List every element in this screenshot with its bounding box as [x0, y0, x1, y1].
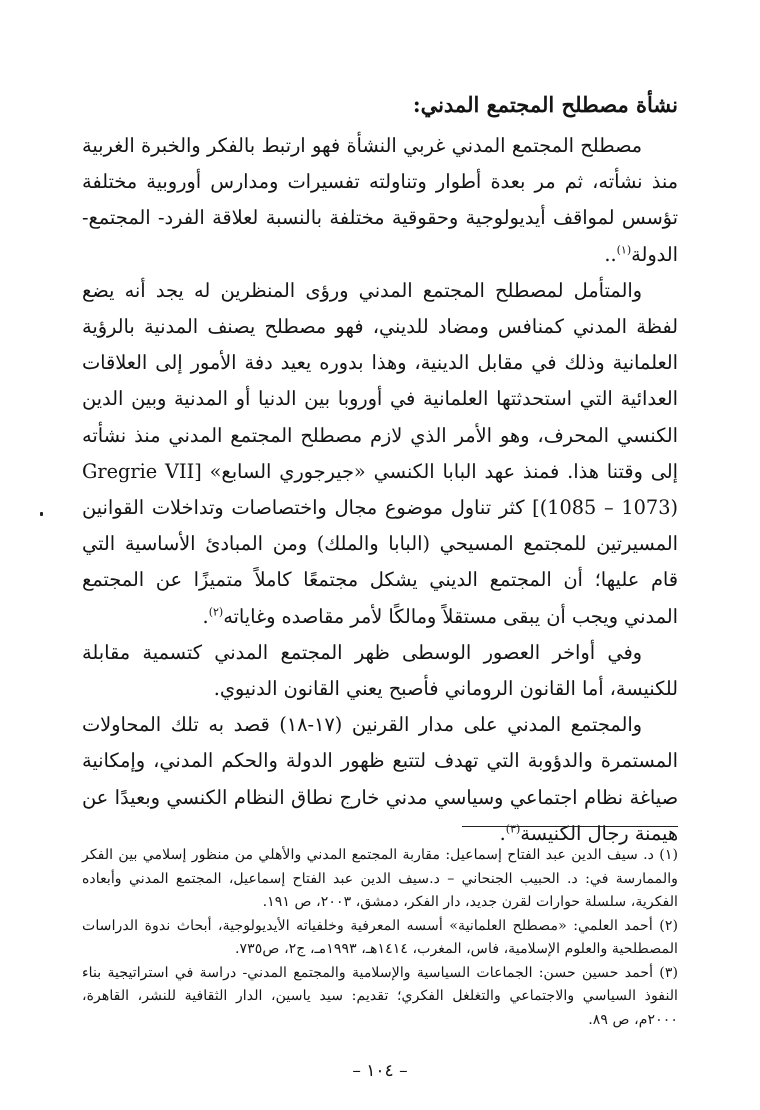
paragraph-text: والمجتمع المدني على مدار القرنين (١٧-١٨) قصد به تلك المحاولات المستمرة والدؤوبة التي تهدف لتتبع ظهور الدولة والحكم المدني، وإمكانية صياغة نظام اجتماعي وسياسي مدني خارج نطاق النظام الكنسي وبعيدًا عن هيمنة رجال الكنيسة	[82, 713, 678, 845]
paragraph-text: مصطلح المجتمع المدني غربي النشأة فهو ارتبط بالفكر والخبرة الغربية منذ نشأته، ثم مر بعدة أطوار وتناولته تفسيرات ومدارس أوروبية مختلفة تؤسس لمواقف أيديولوجية وحقوقية مختلفة بالنسبة لعلاقة الفرد- المجتمع- الدولة	[82, 134, 678, 266]
paragraph-end: ..	[604, 242, 617, 266]
paragraph-text: وفي أواخر العصور الوسطى ظهر المجتمع المدني كتسمية مقابلة للكنيسة، أما القانون الروماني فأصبح يعني القانون الدنيوي.	[82, 640, 678, 701]
section-heading: نشأة مصطلح المجتمع المدني:	[412, 92, 678, 117]
footnote-3: (٣) أحمد حسين حسن: الجماعات السياسية والإسلامية والمجتمع المدني- دراسة في استراتيجية بناء النفوذ السياسي والاجتماعي والتغلغل الفكري؛ تقديم: سيد ياسين، الدار الثقافية للنشر، القاهرة، ٢٠٠٠م، ص ٨٩.	[82, 964, 678, 1028]
footnote-1: (١) د. سيف الدين عبد الفتاح إسماعيل: مقاربة المجتمع المدني والأهلي من منظور إسلامي بين الفكر والممارسة في: د. الحبيب الجنحاني – د.سيف الدين عبد الفتاح إسماعيل، المجتمع المدني وأبعاده الفكرية، سلسلة حوارات لقرن جديد، دار الفكر، دمشق، ٢٠٠٣، ص ١٩١.	[82, 847, 678, 910]
footnote-ref-1[interactable]: (١)	[616, 243, 632, 257]
paragraph-3	[82, 635, 678, 707]
paragraph-end: .	[202, 604, 209, 628]
footnote-ref-2[interactable]: (٢)	[208, 605, 224, 619]
footnote-2: (٢) أحمد العلمي: «مصطلح العلمانية» أسسه المعرفية وخلفياته الأيديولوجية، أبحاث ندوة الدراسات المصطلحية والعلوم الإسلامية، فاس، المغرب، ١٤١٤هـ، ١٩٩٣مـ، ج٢، ص٧٣٥.	[82, 917, 678, 957]
footnote-divider	[462, 826, 678, 827]
paragraph-4	[82, 707, 678, 852]
footnote-ref-3[interactable]: (٣)	[505, 822, 521, 836]
page-number: – ١٠٤ –	[352, 1061, 408, 1081]
paragraph-1	[82, 128, 678, 273]
paragraph-text: والمتأمل لمصطلح المجتمع المدني ورؤى المنظرين له يجد أنه يضع لفظة المدني كمنافس ومضاد للديني، فهو مصطلح يصنف المدنية بالرؤية العلمانية وذلك في مقابل الدينية، وهذا بدوره يعيد دفة الأمور إلى العلاقات العدائية التي استحدثتها العلمانية في أوروبا بين الدنيا أو المدنية وبين الدين الكنسي المحرف، وهو الأمر الذي لازم مصطلح المجتمع المدني منذ نشأته إلى وقتنا هذا. فمنذ عهد البابا الكنسي «جيرجوري السابع» [Gregrie VII (1085 – 1073)] كثر تناول موضوع مجال واختصاصات وتداخلات القوانين المسيرتين للمجتمع المسيحي (البابا والملك) ومن المبادئ الأساسية التي قام عليها؛ أن المجتمع الديني يشكل مجتمعًا كاملاً متميزًا عن المجتمع المدني ويجب أن يبقى مستقلاً ومالكًا لأمر مقاصده وغاياته	[82, 278, 679, 628]
paragraph-2	[82, 273, 678, 635]
stray-mark	[40, 512, 43, 516]
page-body	[82, 88, 678, 852]
paragraph-end: .	[499, 821, 506, 845]
footnotes	[82, 844, 678, 1032]
